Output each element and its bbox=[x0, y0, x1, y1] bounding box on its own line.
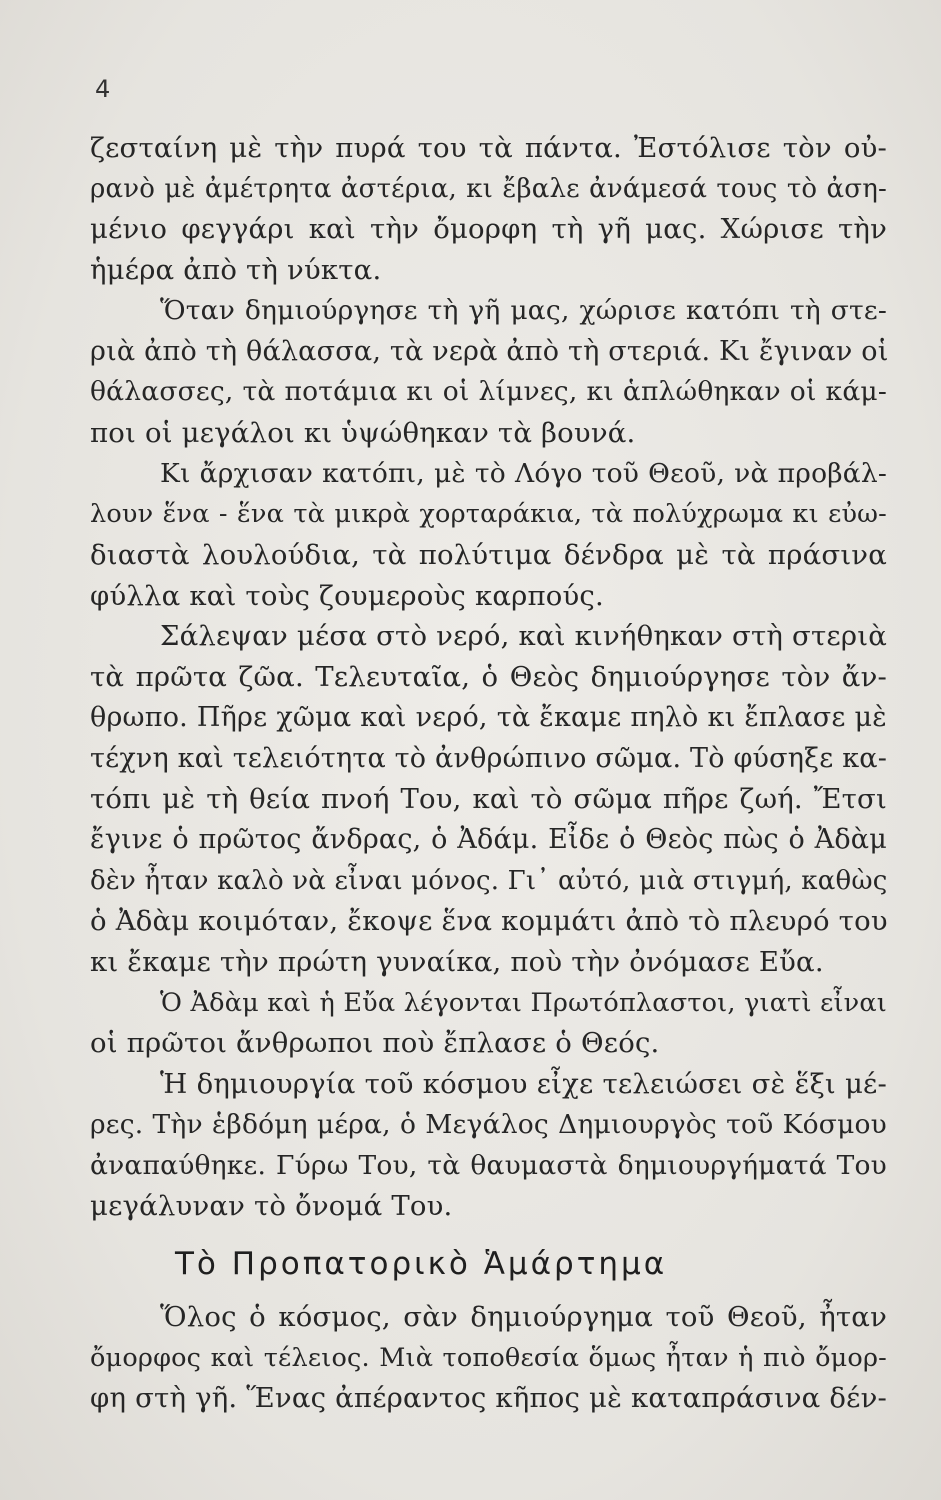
text-line: οἱ πρῶτοι ἄνθρωποι ποὺ ἔπλασε ὁ Θεός. bbox=[90, 1027, 660, 1060]
page-number: 4 bbox=[95, 75, 111, 103]
text-line: ἡμέρα ἀπὸ τὴ νύκτα. bbox=[90, 254, 382, 287]
text-line: λουν ἕνα - ἕνα τὰ μικρὰ χορταράκια, τὰ πολύχρωμα κι εὐω- bbox=[90, 499, 887, 530]
text-line: τόπι μὲ τὴ θεία πνοή Του, καὶ τὸ σῶμα πῆρε ζωή. Ἔτσι bbox=[90, 783, 887, 816]
text-line: Ὅλος ὁ κόσμος, σὰν δημιούργημα τοῦ Θεοῦ, ἦταν bbox=[160, 1300, 887, 1333]
text-line: ἀναπαύθηκε. Γύρω Του, τὰ θαυμαστὰ δημιουργήματά Του bbox=[90, 1149, 887, 1181]
text-line: μένιο φεγγάρι καὶ τὴν ὄμορφη τὴ γῆ μας. Χώρισε τὴν bbox=[90, 213, 887, 246]
section-heading: Τὸ Προπατορικὸ Ἁμάρτημα bbox=[175, 1245, 668, 1282]
text-line: Σάλεψαν μέσα στὸ νερό, καὶ κινήθηκαν στὴ στεριὰ bbox=[160, 620, 887, 653]
text-line: ὁ Ἀδὰμ κοιμόταν, ἔκοψε ἕνα κομμάτι ἀπὸ τὸ πλευρό του bbox=[90, 905, 888, 938]
text-line: Ἡ δημιουργία τοῦ κόσμου εἶχε τελειώσει σὲ ἕξι μέ- bbox=[160, 1068, 887, 1101]
text-line: ρανὸ μὲ ἀμέτρητα ἀστέρια, κι ἔβαλε ἀνάμεσά τους τὸ ἀση- bbox=[90, 173, 887, 204]
text-line: φη στὴ γῆ. Ἕνας ἀπέραντος κῆπος μὲ καταπράσινα δέν- bbox=[90, 1382, 887, 1415]
text-line: ρες. Τὴν ἑβδόμη μέρα, ὁ Μεγάλος Δημιουργὸς τοῦ Κόσμου bbox=[90, 1108, 887, 1140]
text-line: ποι οἱ μεγάλοι κι ὑψώθηκαν τὰ βουνά. bbox=[90, 416, 636, 449]
text-line: δὲν ἦταν καλὸ νὰ εἶναι μόνος. Γι᾽ αὐτό, μιὰ στιγμή, καθὼς bbox=[90, 865, 888, 896]
text-line: Ὅταν δημιούργησε τὴ γῆ μας, χώρισε κατόπι τὴ στε- bbox=[160, 294, 887, 326]
text-line: θρωπο. Πῆρε χῶμα καὶ νερό, τὰ ἔκαμε πηλὸ κι ἔπλασε μὲ bbox=[90, 701, 887, 733]
text-line: Ὁ Ἀδὰμ καὶ ἡ Εὔα λέγονται Πρωτόπλαστοι, γιατὶ εἶναι bbox=[160, 987, 887, 1018]
text-line: θάλασσες, τὰ ποτάμια κι οἱ λίμνες, κι ἁπλώθηκαν οἱ κάμ- bbox=[90, 376, 887, 408]
text-line: ὄμορφος καὶ τέλειος. Μιὰ τοποθεσία ὅμως ἦταν ἡ πιὸ ὄμορ- bbox=[90, 1342, 887, 1373]
text-line: ζεσταίνη μὲ τὴν πυρά του τὰ πάντα. Ἐστόλισε τὸν οὐ- bbox=[90, 132, 887, 164]
text-line: διαστὰ λουλούδια, τὰ πολύτιμα δένδρα μὲ τὰ πράσινα bbox=[90, 539, 887, 571]
text-line: ἔγινε ὁ πρῶτος ἄνδρας, ὁ Ἀδάμ. Εἶδε ὁ Θεὸς πὼς ὁ Ἀδὰμ bbox=[90, 823, 887, 855]
text-line: κι ἔκαμε τὴν πρώτη γυναίκα, ποὺ τὴν ὀνόμασε Εὔα. bbox=[90, 946, 824, 978]
text-line: ριὰ ἀπὸ τὴ θάλασσα, τὰ νερὰ ἀπὸ τὴ στεριά. Κι ἔγιναν οἱ bbox=[90, 335, 889, 367]
text-line: τὰ πρῶτα ζῶα. Τελευταῖα, ὁ Θεὸς δημιούργησε τὸν ἄν- bbox=[90, 661, 887, 694]
text-line: μεγάλυναν τὸ ὄνομά Του. bbox=[90, 1190, 453, 1223]
text-line: τέχνη καὶ τελειότητα τὸ ἀνθρώπινο σῶμα. Τὸ φύσηξε κα- bbox=[90, 742, 888, 774]
text-line: φύλλα καὶ τοὺς ζουμεροὺς καρπούς. bbox=[90, 579, 604, 612]
text-line: Κι ἄρχισαν κατόπι, μὲ τὸ Λόγο τοῦ Θεοῦ, νὰ προβάλ- bbox=[160, 457, 887, 489]
